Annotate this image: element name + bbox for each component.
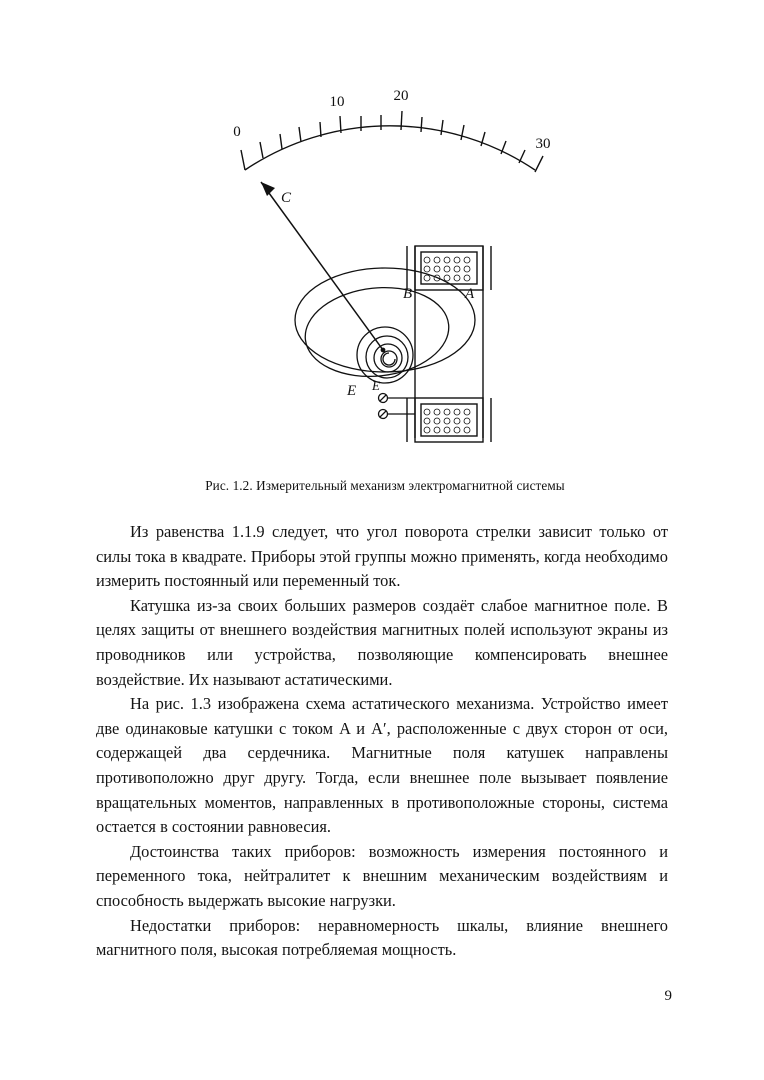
scale-arc <box>245 126 535 170</box>
figure-measuring-mechanism <box>95 60 675 480</box>
label-pointer: C <box>281 190 292 206</box>
winding-hatch-lower <box>424 409 470 433</box>
tick-label-30: 30 <box>535 136 551 152</box>
terminals <box>379 394 416 419</box>
paragraph-1: Из равенства 1.1.9 следует, что угол поворота стрелки зависит только от силы тока в квадрате. Приборы этой группы можно применять, когда необходимо измерить постоянный или переменный ток. <box>96 522 668 591</box>
paragraph-4: Достоинства таких приборов: возможность измерения постоянного и переменного тока, нейтралитет к внешним механическим воздействиям и способность выдержать высокие нагрузки. <box>96 841 668 910</box>
tick-label-20: 20 <box>393 88 409 104</box>
coil-outline-inner <box>301 281 453 384</box>
spiral-core <box>357 327 413 383</box>
label-inner-left: E <box>347 383 357 399</box>
page-number: 9 <box>664 988 672 1004</box>
label-coil-core: B <box>403 286 413 302</box>
label-frame: A <box>465 286 475 302</box>
paragraph-2: Катушка из-за своих больших размеров создаёт слабое магнитное поле. В целях защиты от внешнего воздействия магнитных полей используют экраны из проводников или устройства, позволяющие компенсировать внешнее воздействие. Их называют астатическими. <box>96 595 668 689</box>
label-inner-right: E <box>372 378 380 393</box>
axis-point <box>381 348 386 353</box>
paragraph-3: На рис. 1.3 изображена схема астатического механизма. Устройство имеет две одинаковые катушки с током A и A′, расположенные с двух сторон от оси, содержащей два сердечника. Магнитные поля катушек направлены противоположно друг другу. Тогда, если внешнее поле вызывает появление вращательных моментов, направленных в противоположные стороны, система остается в состоянии равновесия. <box>96 694 668 837</box>
winding-hatch-upper <box>424 257 470 281</box>
figure-caption: Рис. 1.2. Измерительный механизм электромагнитной системы <box>205 478 565 493</box>
pointer-needle <box>261 182 383 350</box>
body-text <box>96 520 668 963</box>
paragraph-5: Недостатки приборов: неравномерность шкалы, влияние внешнего магнитного поля, высокая потребляемая мощность. <box>96 915 668 960</box>
tick-label-0: 0 <box>233 124 241 140</box>
tick-label-10: 10 <box>329 94 345 110</box>
scale-ticks <box>241 111 543 172</box>
